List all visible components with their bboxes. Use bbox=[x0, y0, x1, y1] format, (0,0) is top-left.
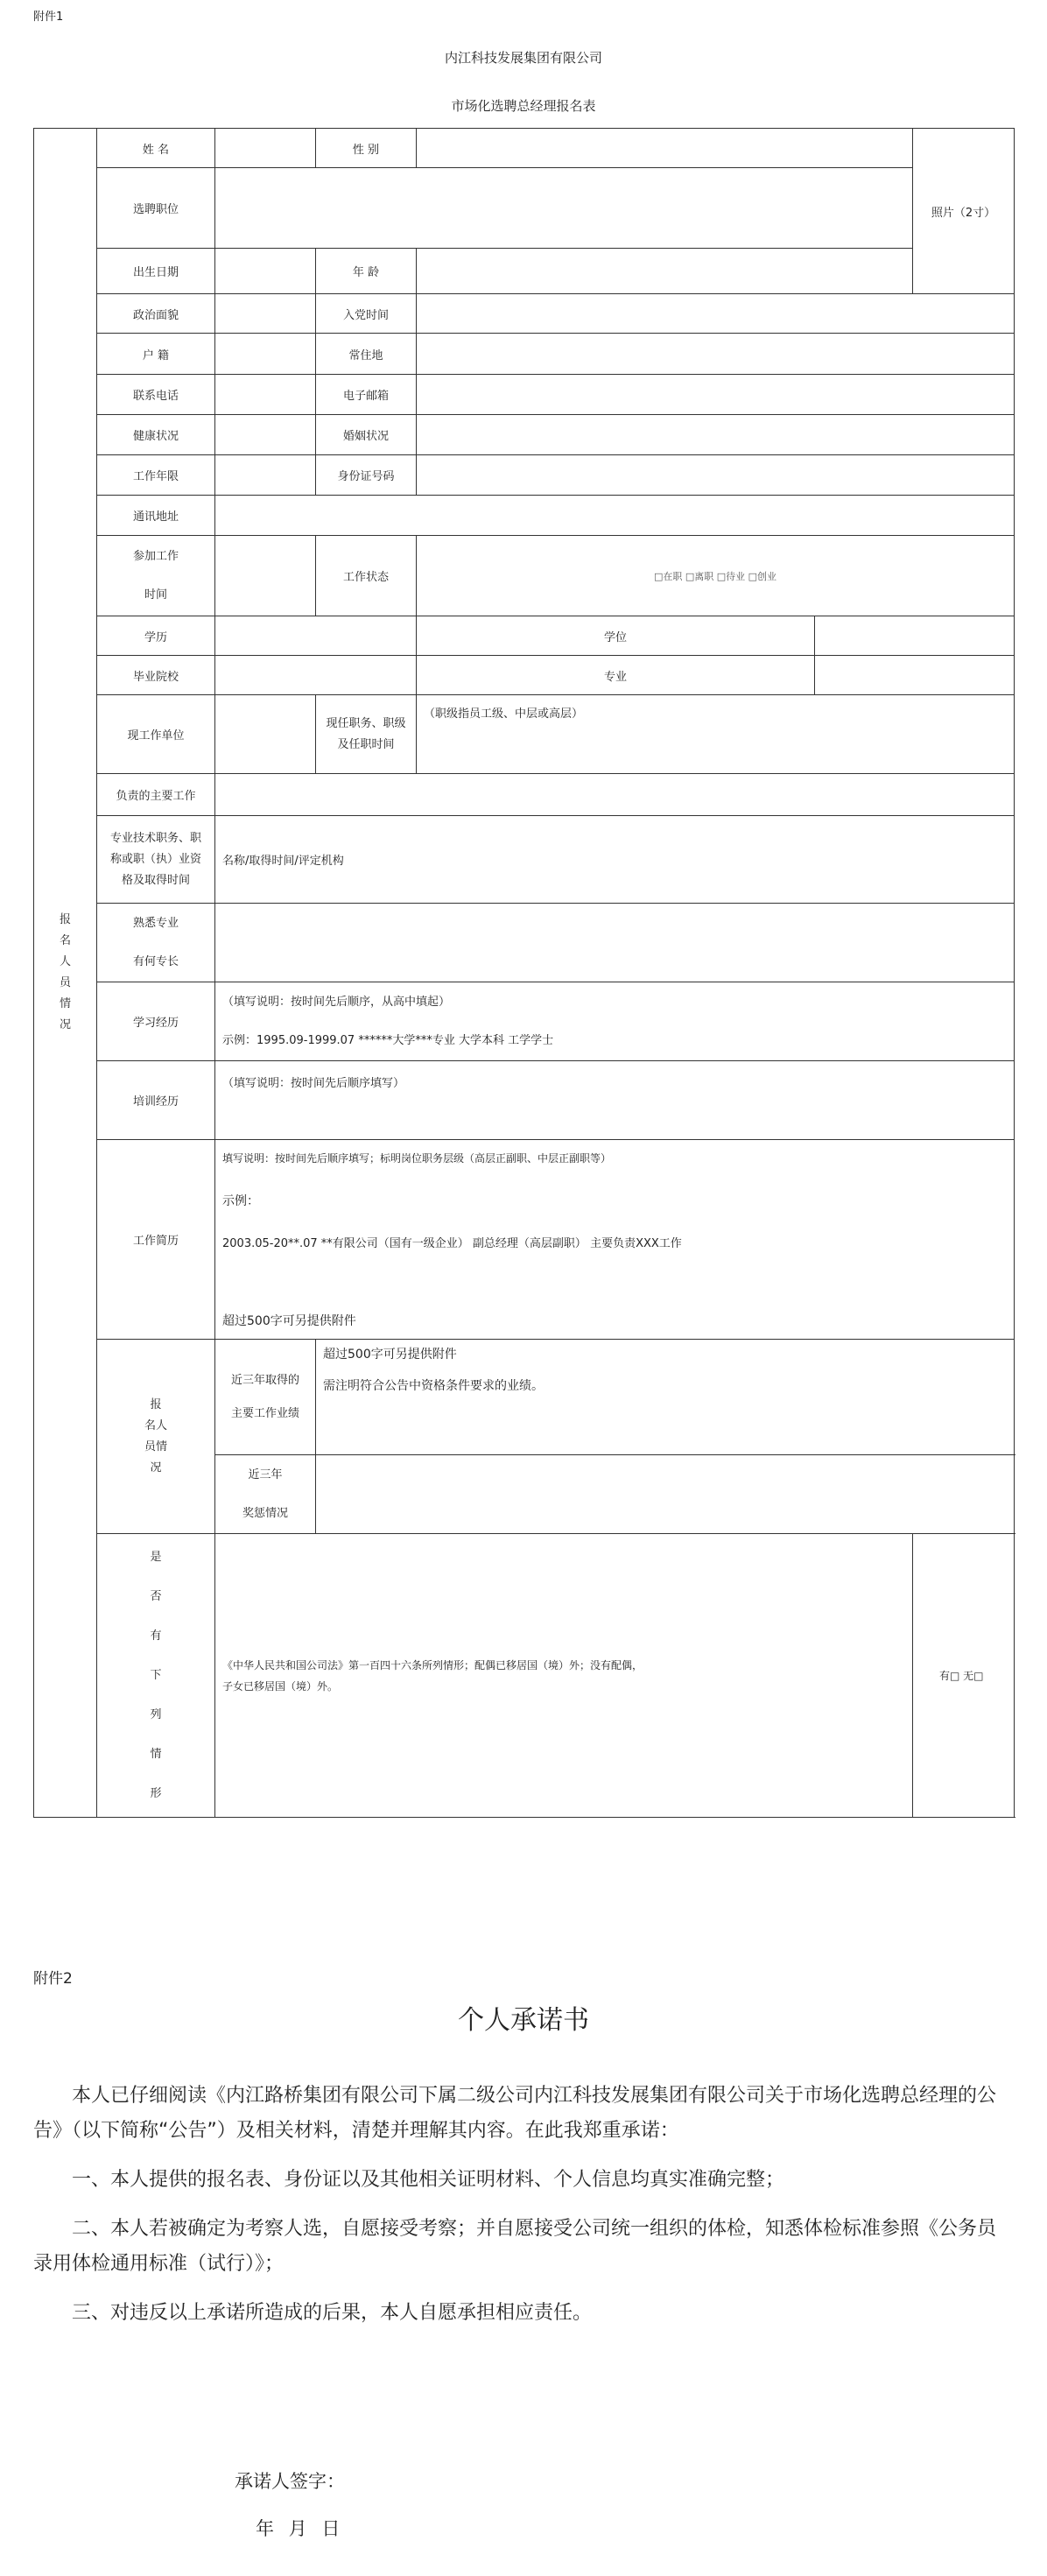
title-label: 专业技术职务、职 称或职（执）业资 格及取得时间 bbox=[97, 816, 215, 904]
major-label: 专业 bbox=[417, 656, 815, 695]
address-label: 通讯地址 bbox=[97, 496, 215, 536]
education-label: 学历 bbox=[97, 616, 215, 656]
degree-field[interactable] bbox=[815, 616, 1015, 656]
current-post-field[interactable]: （职级指员工级、中层或高层） bbox=[417, 695, 1015, 774]
company-name: 内江科技发展集团有限公司 bbox=[444, 50, 602, 66]
hukou-field[interactable] bbox=[215, 334, 316, 375]
health-label: 健康状况 bbox=[97, 415, 215, 455]
degree-label: 学位 bbox=[417, 616, 815, 656]
side-label-applicant: 报 名 人 员 情 况 bbox=[34, 129, 97, 1818]
work-start-field[interactable] bbox=[215, 536, 316, 616]
health-field[interactable] bbox=[215, 415, 316, 455]
major-field[interactable] bbox=[815, 656, 1015, 695]
birth-field[interactable] bbox=[215, 249, 316, 294]
annex1-label: 附件1 bbox=[33, 11, 64, 24]
awards-label: 近三年 奖惩情况 bbox=[215, 1455, 316, 1534]
expertise-label: 熟悉专业 有何专长 bbox=[97, 904, 215, 982]
expertise-field[interactable] bbox=[215, 904, 1015, 982]
position-label: 选聘职位 bbox=[97, 168, 215, 249]
pledge-item-1: 一、本人提供的报名表、身份证以及其他相关证明材料、个人信息均真实准确完整； bbox=[72, 2169, 785, 2191]
party-time-label: 入党时间 bbox=[316, 294, 417, 334]
address-field[interactable] bbox=[215, 496, 1015, 536]
side-label-conditions: 是 否 有 下 列 情 形 bbox=[97, 1534, 215, 1818]
work-history-field[interactable]: 填写说明：按时间先后顺序填写；标明岗位职务层级（高层正副职、中层正副职等） 示例： 2003.05-20**.07 **有限公司（国有一级企业） 副总经理（高层副职） 主要负责XXX工作 超过500字可另提供附件 bbox=[215, 1140, 1015, 1340]
age-field[interactable] bbox=[417, 249, 913, 294]
residence-label: 常住地 bbox=[316, 334, 417, 375]
email-label: 电子邮箱 bbox=[316, 375, 417, 415]
annex2-label: 附件2 bbox=[33, 1970, 73, 1988]
pledge-title: 个人承诺书 bbox=[458, 2005, 589, 2036]
school-label: 毕业院校 bbox=[97, 656, 215, 695]
id-number-field[interactable] bbox=[417, 455, 1015, 496]
birth-label: 出生日期 bbox=[97, 249, 215, 294]
party-time-field[interactable] bbox=[417, 294, 1015, 334]
achieve-field[interactable]: 超过500字可另提供附件 需注明符合公告中资格条件要求的业绩。 bbox=[316, 1340, 1015, 1455]
age-label: 年 龄 bbox=[316, 249, 417, 294]
marriage-field[interactable] bbox=[417, 415, 1015, 455]
gender-label: 性 别 bbox=[316, 129, 417, 168]
gender-field[interactable] bbox=[417, 129, 913, 168]
yes-no-checkbox[interactable]: 有□ 无□ bbox=[913, 1534, 1015, 1818]
work-years-field[interactable] bbox=[215, 455, 316, 496]
id-number-label: 身份证号码 bbox=[316, 455, 417, 496]
side-label-applicant-2: 报 名人 员情 况 bbox=[97, 1340, 215, 1534]
training-field[interactable]: （填写说明：按时间先后顺序填写） bbox=[215, 1061, 1015, 1140]
work-years-label: 工作年限 bbox=[97, 455, 215, 496]
awards-field[interactable] bbox=[316, 1455, 1015, 1534]
school-field[interactable] bbox=[215, 656, 417, 695]
work-status-options[interactable]: □在职 □离职 □待业 □创业 bbox=[417, 536, 1015, 616]
training-label: 培训经历 bbox=[97, 1061, 215, 1140]
work-status-label: 工作状态 bbox=[316, 536, 417, 616]
hukou-label: 户 籍 bbox=[97, 334, 215, 375]
phone-field[interactable] bbox=[215, 375, 316, 415]
achieve-label: 近三年取得的 主要工作业绩 bbox=[215, 1340, 316, 1455]
signature-label: 承诺人签字： bbox=[235, 2471, 345, 2492]
main-work-label: 负责的主要工作 bbox=[97, 774, 215, 816]
marriage-label: 婚姻状况 bbox=[316, 415, 417, 455]
photo-box[interactable]: 照片（2寸） bbox=[913, 129, 1015, 294]
residence-field[interactable] bbox=[417, 334, 1015, 375]
study-field[interactable]: （填写说明：按时间先后顺序，从高中填起） 示例：1995.09-1999.07 ******大学***专业 大学本科 工学学士 bbox=[215, 982, 1015, 1061]
main-work-field[interactable] bbox=[215, 774, 1015, 816]
date-label: 年 月 日 bbox=[256, 2518, 341, 2539]
title-field[interactable]: 名称/取得时间/评定机构 bbox=[215, 816, 1015, 904]
pledge-intro: 本人已仔细阅读《内江路桥集团有限公司下属二级公司内江科技发展集团有限公司关于市场化选聘总经理的公告》（以下简称“公告”）及相关材料，清楚并理解其内容。在此我郑重承诺： bbox=[33, 2085, 997, 2142]
study-label: 学习经历 bbox=[97, 982, 215, 1061]
current-unit-label: 现工作单位 bbox=[97, 695, 215, 774]
current-unit-field[interactable] bbox=[215, 695, 316, 774]
education-field[interactable] bbox=[215, 616, 417, 656]
pledge-item-2: 二、本人若被确定为考察人选，自愿接受考察；并自愿接受公司统一组织的体检，知悉体检标准参照《公务员录用体检通用标准（试行）》； bbox=[33, 2218, 997, 2275]
politics-field[interactable] bbox=[215, 294, 316, 334]
work-start-label: 参加工作 时间 bbox=[97, 536, 215, 616]
name-label: 姓 名 bbox=[97, 129, 215, 168]
position-field[interactable] bbox=[215, 168, 913, 249]
work-history-label: 工作简历 bbox=[97, 1140, 215, 1340]
pledge-item-3: 三、对违反以上承诺所造成的后果，本人自愿承担相应责任。 bbox=[72, 2302, 593, 2324]
registration-form bbox=[33, 128, 1015, 1818]
current-post-label: 现任职务、职级 及任职时间 bbox=[316, 695, 417, 774]
name-field[interactable] bbox=[215, 129, 316, 168]
email-field[interactable] bbox=[417, 375, 1015, 415]
form-title: 市场化选聘总经理报名表 bbox=[451, 98, 596, 114]
phone-label: 联系电话 bbox=[97, 375, 215, 415]
politics-label: 政治面貌 bbox=[97, 294, 215, 334]
law-conditions-text: 《中华人民共和国公司法》第一百四十六条所列情形；配偶已移居国（境）外；没有配偶， 子女已移居国（境）外。 bbox=[215, 1534, 913, 1818]
pledge-body bbox=[33, 2079, 1014, 2345]
